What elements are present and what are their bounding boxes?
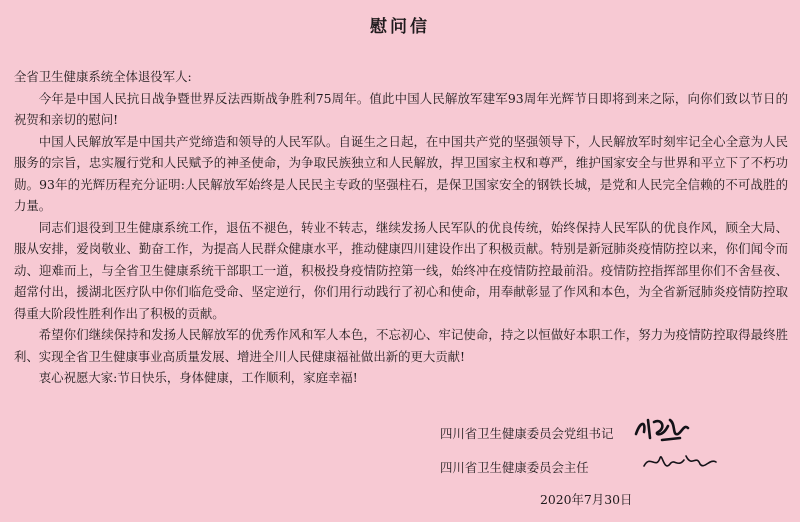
handwritten-signature-1 [632, 414, 692, 446]
handwritten-signature-2 [640, 448, 720, 478]
signatory-director: 四川省卫生健康委员会主任 [440, 460, 589, 475]
paragraph-5: 衷心祝愿大家:节日快乐，身体健康，工作顺利，家庭幸福! [38, 370, 358, 385]
letter-title: 慰问信 [370, 17, 430, 37]
paragraph-4: 希望你们继续保持和发扬人民解放军的优秀作风和军人本色，不忘初心、牢记使命，持之以恒做好本职工作，努力为疫情防控取得最终胜利、实现全省卫生健康事业高质量发展、增进全川人民健康福祉做出新的更大贡献! [14, 327, 788, 364]
paragraph-1: 今年是中国人民抗日战争暨世界反法西斯战争胜利75周年。值此中国人民解放军建军93周年光辉节日即将到来之际，向你们致以节日的祝贺和亲切的慰问! [14, 90, 788, 127]
signatory-party-secretary: 四川省卫生健康委员会党组书记 [440, 426, 614, 441]
salutation: 全省卫生健康系统全体退役军人: [14, 69, 192, 84]
paragraph-2: 中国人民解放军是中国共产党缔造和领导的人民军队。自诞生之日起，在中国共产党的坚强领导下，人民解放军时刻牢记全心全意为人民服务的宗旨，忠实履行党和人民赋予的神圣使命，为争取民族独立和人民解放，捍卫国家主权和尊严，维护国家安全与世界和平立下了不朽功勋。93年的光辉历程充分证明:人民解放军始终是人民民主专政的坚强柱石，是保卫国家安全的钢铁长城，是党和人民完全信赖的不可战胜的力量。 [14, 133, 788, 213]
letter-body [14, 66, 788, 389]
paragraph-3: 同志们退役到卫生健康系统工作，退伍不褪色，转业不转志，继续发扬人民军队的优良传统，始终保持人民军队的优良作风，顾全大局、服从安排，爱岗敬业、勤奋工作，为提高人民群众健康水平，推动健康四川建设作出了积极贡献。特别是新冠肺炎疫情防控以来，你们闻令而动、迎难而上，与全省卫生健康系统干部职工一道，积极投身疫情防控第一线，始终冲在疫情防控最前沿。疫情防控指挥部里你们不舍昼夜、超常付出，援湖北医疗队中你们临危受命、坚定逆行，你们用行动践行了初心和使命，用奉献彰显了作风和本色，为全省新冠肺炎疫情防控取得重大阶段性胜利作出了积极的贡献。 [14, 219, 788, 321]
letter-date: 2020年7月30日 [540, 492, 633, 507]
